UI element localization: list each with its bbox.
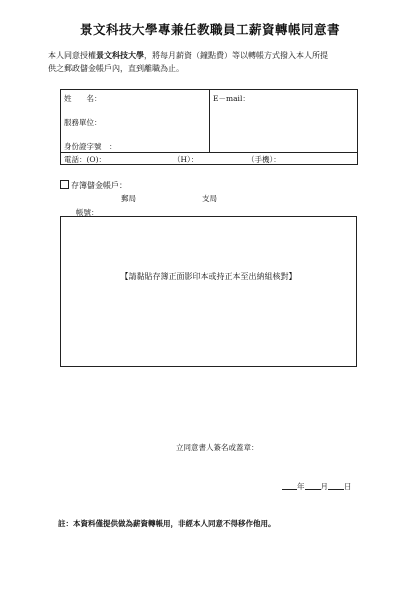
- personal-info-table: [60, 89, 358, 165]
- post-office-label: 郵局: [121, 194, 136, 203]
- service-unit-label: 服務單位：: [64, 118, 102, 127]
- document-title: 景文科技大學專兼任教職員工薪資轉帳同意書: [79, 22, 340, 37]
- day-label: 日: [344, 482, 352, 491]
- month-label: 月: [320, 482, 328, 491]
- privacy-note: 註：本資料僅提供做為薪資轉帳用，非經本人同意不得移作他用。: [58, 519, 276, 528]
- branch-label: 支局: [202, 194, 217, 203]
- email-cell[interactable]: [210, 90, 358, 153]
- account-number-label: 帳號：: [76, 208, 99, 217]
- signature-label: 立同意書人簽名或蓋章：: [176, 443, 259, 452]
- postal-account-label: 存簿儲金帳戶：: [71, 181, 127, 190]
- account-type: [60, 180, 127, 191]
- name-label: 姓 名：: [64, 94, 102, 103]
- date-line: [282, 481, 352, 492]
- passbook-paste-area: [60, 216, 357, 367]
- consent-statement: [48, 49, 378, 75]
- id-number-label: 身份證字號 ：: [64, 142, 117, 151]
- office-phone-label: 電話：(O)：: [64, 155, 107, 164]
- school-name: 景文科技大學: [96, 50, 144, 60]
- consent-suffix: ，將每月薪資（鐘點費）等以轉帳方式撥入本人所提: [144, 51, 328, 60]
- mobile-phone-label: （手機）：: [247, 155, 281, 164]
- consent-prefix: 本人同意授權: [48, 51, 96, 60]
- month-blank[interactable]: [305, 481, 321, 490]
- home-phone-label: （H）：: [173, 155, 199, 164]
- year-label: 年: [297, 482, 305, 491]
- consent-line-2: 供之郵政儲金帳戶內，直到離職為止。: [48, 64, 184, 73]
- day-blank[interactable]: [328, 481, 344, 490]
- phone-cell[interactable]: [61, 153, 358, 165]
- year-blank[interactable]: [282, 481, 297, 490]
- consent-line-1: [48, 49, 378, 62]
- personal-info-cell[interactable]: [61, 90, 210, 153]
- postal-account-checkbox[interactable]: [60, 180, 69, 189]
- email-label: E－mail：: [213, 94, 250, 103]
- paste-instruction: 【請黏貼存簿正面影印本或持正本至出納組核對】: [120, 272, 297, 281]
